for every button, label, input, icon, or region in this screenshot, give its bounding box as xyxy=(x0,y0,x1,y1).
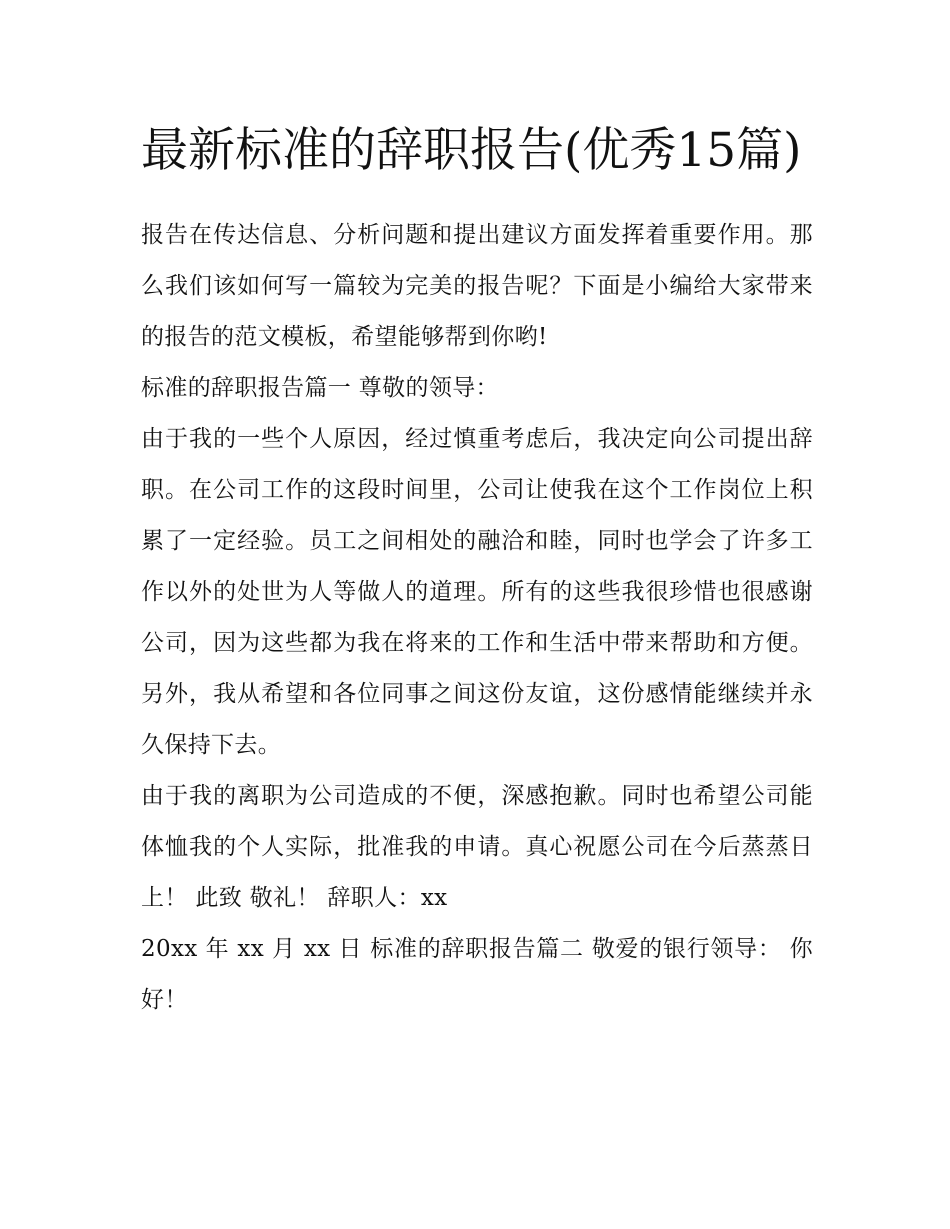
intro-paragraph: 报告在传达信息、分析问题和提出建议方面发挥着重要作用。那么我们该如何写一篇较为完美的报告呢？下面是小编给大家带来的报告的范文模板，希望能够帮到你哟! xyxy=(141,222,813,350)
document-title: 最新标准的辞职报告(优秀15篇) xyxy=(141,123,802,178)
body-paragraph: 由于我的离职为公司造成的不便，深感抱歉。同时也希望公司能体恤我的个人实际，批准我的申请。真心祝愿公司在今后蒸蒸日上！ 此致 敬礼！ 辞职人：xx xyxy=(141,783,813,911)
section-heading-paragraph: 标准的辞职报告篇一 尊敬的领导： xyxy=(141,375,499,401)
document-page xyxy=(141,112,813,1026)
date-paragraph: 20xx 年 xx 月 xx 日 标准的辞职报告篇二 敬爱的银行领导： 你好！ xyxy=(141,936,813,1013)
body-paragraph: 由于我的一些个人原因，经过慎重考虑后，我决定向公司提出辞职。在公司工作的这段时间里，公司让使我在这个工作岗位上积累了一定经验。员工之间相处的融洽和睦，同时也学会了许多工作以外的处世为人等做人的道理。所有的这些我很珍惜也很感谢公司，因为这些都为我在将来的工作和生活中带来帮助和方便。另外，我从希望和各位同事之间这份友谊，这份感情能继续并永久保持下去。 xyxy=(141,426,813,758)
